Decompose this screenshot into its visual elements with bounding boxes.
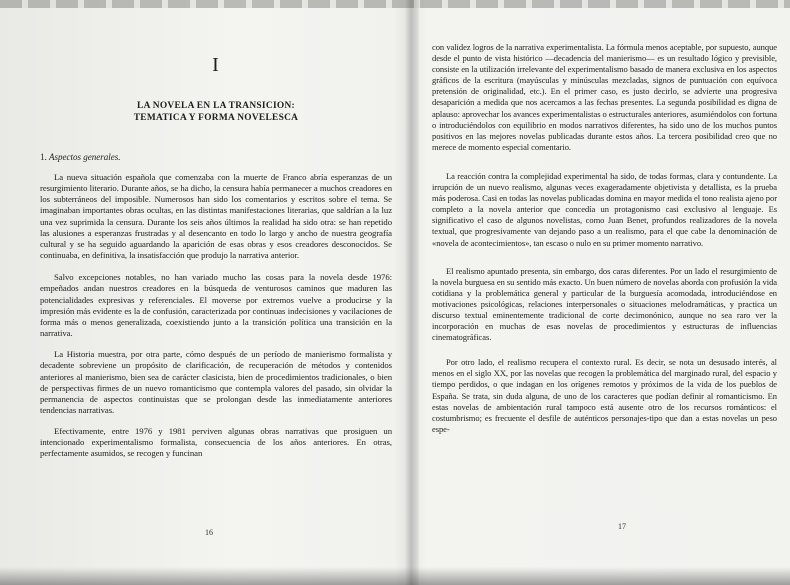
right-page	[432, 42, 777, 435]
paragraph: Salvo excepciones notables, no han variado mucho las cosas para la novela desde 1976: empeñados andan nuestros creadores en la búsqueda de venturosos caminos que maduren las potencialidades expresivas y referenciales. El moverse por extremos vuelve a producirse y la impresión más evidente es la de confusión, caracterizada por continuas indecisiones y vacilaciones de forma más o menos generalizada, coexistiendo junto a la transición política una transición en la narrativa.	[40, 272, 392, 339]
section-heading	[40, 152, 392, 162]
paragraph: con validez logros de la narrativa experimentalista. La fórmula menos aceptable, por supuesto, aunque desde el punto de vista histórico —decadencia del manierismo— es un resultado lógico y previsible, consiste en la utilización irrelevante del experimentalismo basado de manera exclusiva en los aspectos gráficos de la escritura (mayúsculas y minúsculas mezcladas, signos de puntuación con equívoca pretensión de originalidad, etc.). En el primer caso, es justo decirlo, se advierte una progresiva desaparición a medida que nos acercamos a las fechas presentes. La segunda posibilidad es digna de aplauso: aprovechar los avances experimentalistas o estructurales anteriores, asumiéndolos con fortuna o introduciéndolos con equilibrio en modos narrativos diferentes, ha sido uno de los muchos puntos positivos en las mejores novelas publicadas durante estos años. La tercera posibilidad creo que no merece de momento especial comentario.	[432, 42, 777, 152]
chapter-title-line-1: LA NOVELA EN LA TRANSICION:	[137, 101, 295, 111]
left-page	[40, 20, 392, 460]
paragraph: Por otro lado, el realismo recupera el contexto rural. Es decir, se nota un desusado interés, al menos en el siglo XX, por las novelas que recogen la problemática del marginado rural, del espacio y tiempo perdidos, o que indagan en los orígenes remotos y próximos de la vida de los pueblos de España. Se trata, sin duda alguna, de uno de los caracteres que podían definir al romanticismo. En estas novelas de ambientación rural tampoco está ausente otro de los recursos románticos: el costumbrismo; es frecuente el desfile de auténticos personajes-tipo que dan a estas novelas un peso espe-	[432, 357, 777, 434]
paragraph: Efectivamente, entre 1976 y 1981 perviven algunas obras narrativas que prosiguen un intencionado experimentalismo formalista, consecuencia de los años anteriores. En otras, perfectamente asumidos, se recogen y funcinan	[40, 426, 392, 459]
paragraph: La nueva situación española que comenzaba con la muerte de Franco abría esperanzas de un resurgimiento literario. Durante años, se ha dicho, la censura había permanecer a muchos creadores en los subterráneos del imposible. Numerosos han sido los comentarios y escritos sobre el tema. Se imaginaban importantes obras ocultas, en las distintas manifestaciones literarias, que saldrían a la luz una vez suprimida la censura. Durante los seis años últimos la realidad ha sido otra: se han repetido las alusiones a esperanzas frustradas y al desencanto en todo lo largo y ancho de nuestra geografía cultural y se ha seguido aguardando la aparición de esas obras y esos creadores desconocidos. Se continuaba, en definitiva, la insatisfacción que produjo la narrativa anterior.	[40, 172, 392, 261]
page-number: 16	[205, 528, 213, 537]
page-number: 17	[618, 522, 626, 531]
binding-edge	[0, 0, 790, 8]
chapter-number: I	[212, 54, 220, 76]
chapter-title-line-2: TEMATICA Y FORMA NOVELESCA	[133, 113, 299, 123]
chapter-title	[40, 100, 392, 124]
gutter-shadow	[405, 0, 419, 585]
paragraph: La Historia muestra, por otra parte, cómo después de un período de manierismo formalista y decadente sobreviene un propósito de clarificación, de recuperación de métodos y contenidos anteriores al manierismo, bien sea de carácter clasicista, bien de procedimientos tradicionales, o bien de perspectivas firmes de un nuevo romanticismo que contempla valores del pasado, sin olvidar la permanencia de aspectos continuistas que se prolongan desde las inmediatamente anteriores tendencias narrativas.	[40, 349, 392, 415]
paragraph: El realismo apuntado presenta, sin embargo, dos caras diferentes. Por un lado el resurgimiento de la novela burguesa en su sentido más exacto. Un buen número de novelas aborda con profusión la vida cotidiana y la problemática general y particular de la burguesía acomodada, introduciéndose en motivaciones psicológicas, relaciones interpersonales o situaciones melodramáticas, y practica un discurso textual eminentemente tradicional de corte decimonónico, aunque no sea raro ver la incorporación en muchas de esas novelas de procedimientos y estructuras de influencias cinematográficas.	[432, 265, 777, 343]
bottom-shadow	[0, 567, 790, 585]
section-title: Aspectos generales.	[49, 152, 121, 162]
paragraph: La reacción contra la complejidad experimental ha sido, de todas formas, clara y contundente. La irrupción de un nuevo realismo, algunas veces exageradamente objetivista y detallista, es la prueba más poderosa. Casi en todas las novelas publicadas domina en mayor medida el tono realista ajeno por completo a la novela anterior que concedía un protagonismo casi exclusivo al lenguaje. Es significativo el caso de algunos novelistas, como Juan Benet, profundos realizadores de la novela textual, que progresivamente van dejando paso a un realismo, para el que cabe la denominación de «novela de acontecimientos», tan escaso o nulo en su primer momento narrativo.	[432, 170, 777, 248]
section-number: 1.	[40, 152, 47, 162]
